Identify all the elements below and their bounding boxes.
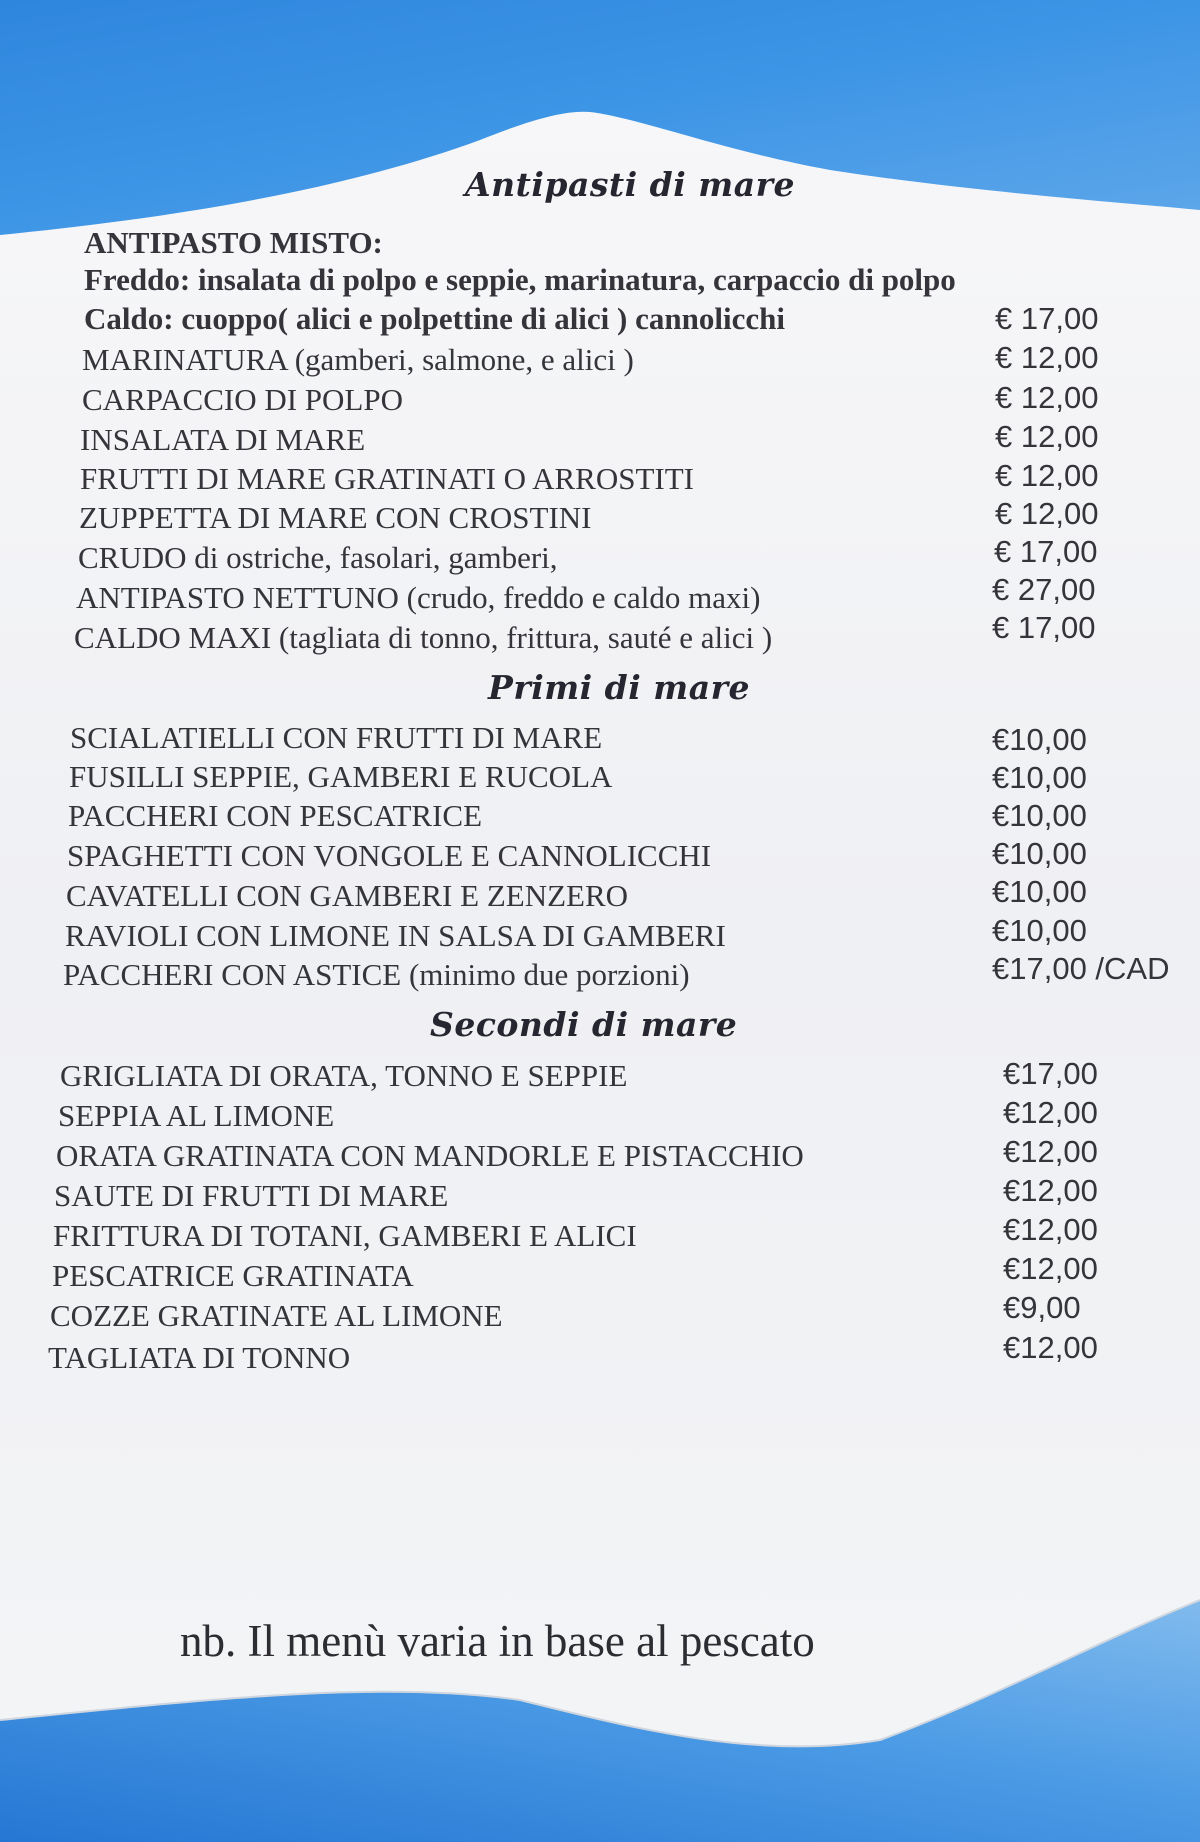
menu-item-name: CALDO MAXI (tagliata di tonno, frittura, sauté e alici ) bbox=[74, 620, 773, 655]
menu-item-price: € 12,00 bbox=[995, 380, 1099, 415]
menu-item-name: Freddo: insalata di polpo e seppie, marinatura, carpaccio di polpo bbox=[84, 262, 956, 297]
menu-item-price: €10,00 bbox=[992, 722, 1087, 757]
menu-item-name: COZZE GRATINATE AL LIMONE bbox=[50, 1298, 503, 1333]
menu-item-price: €12,00 bbox=[1003, 1095, 1098, 1130]
menu-item-name: MARINATURA (gamberi, salmone, e alici ) bbox=[82, 342, 634, 377]
menu-item-name: RAVIOLI CON LIMONE IN SALSA DI GAMBERI bbox=[65, 918, 726, 953]
menu-item-name: PACCHERI CON ASTICE (minimo due porzioni) bbox=[63, 957, 690, 992]
menu-item-price: €12,00 bbox=[1003, 1173, 1098, 1208]
menu-item-price: €12,00 bbox=[1003, 1212, 1098, 1247]
menu-item-name: CRUDO di ostriche, fasolari, gamberi, bbox=[78, 540, 558, 575]
menu-item-price: €12,00 bbox=[1003, 1330, 1098, 1365]
section-title-secondi: Secondi di mare bbox=[430, 1005, 738, 1044]
menu-item-price: € 12,00 bbox=[995, 340, 1099, 375]
section-title-primi: Primi di mare bbox=[488, 668, 750, 707]
menu-item-price: €17,00 /CAD bbox=[992, 951, 1170, 986]
menu-item-price: € 12,00 bbox=[995, 496, 1099, 531]
menu-item-name: Caldo: cuoppo( alici e polpettine di alici ) cannolicchi bbox=[84, 301, 785, 336]
menu-item-price: € 12,00 bbox=[995, 458, 1099, 493]
menu-item-price: €10,00 bbox=[992, 798, 1087, 833]
menu-item-name: ANTIPASTO NETTUNO (crudo, freddo e caldo maxi) bbox=[76, 580, 761, 615]
menu-item-name: SPAGHETTI CON VONGOLE E CANNOLICCHI bbox=[67, 838, 712, 873]
menu-item-price: €10,00 bbox=[992, 874, 1087, 909]
menu-item-name: CARPACCIO DI POLPO bbox=[82, 382, 403, 417]
menu-item-name: PESCATRICE GRATINATA bbox=[52, 1258, 414, 1293]
menu-item-price: € 17,00 bbox=[995, 301, 1099, 336]
menu-item-name: GRIGLIATA DI ORATA, TONNO E SEPPIE bbox=[60, 1058, 628, 1093]
menu-item-price: €9,00 bbox=[1003, 1290, 1081, 1325]
menu-item-price: €12,00 bbox=[1003, 1134, 1098, 1169]
menu-item-name: INSALATA DI MARE bbox=[80, 422, 366, 457]
menu-item-price: €10,00 bbox=[992, 760, 1087, 795]
menu-item-name: PACCHERI CON PESCATRICE bbox=[68, 798, 483, 833]
menu-item-price: €17,00 bbox=[1003, 1056, 1098, 1091]
menu-item-name: SEPPIA AL LIMONE bbox=[58, 1098, 335, 1133]
menu-item-name: TAGLIATA DI TONNO bbox=[48, 1340, 351, 1375]
menu-item-name: FUSILLI SEPPIE, GAMBERI E RUCOLA bbox=[69, 759, 613, 794]
menu-item-name: SAUTE DI FRUTTI DI MARE bbox=[54, 1178, 449, 1213]
menu-item-price: € 27,00 bbox=[992, 572, 1096, 607]
section-title-antipasti: Antipasti di mare bbox=[465, 165, 795, 204]
footer-note: nb. Il menù varia in base al pescato bbox=[180, 1616, 815, 1666]
menu-item-price: € 17,00 bbox=[992, 610, 1096, 645]
menu-item-price: €10,00 bbox=[992, 913, 1087, 948]
menu-item-name: SCIALATIELLI CON FRUTTI DI MARE bbox=[70, 720, 603, 755]
menu-item-price: € 12,00 bbox=[995, 419, 1099, 454]
menu-item-name: FRITTURA DI TOTANI, GAMBERI E ALICI bbox=[53, 1218, 637, 1253]
menu-item-price: € 17,00 bbox=[994, 534, 1098, 569]
menu-item-price: €12,00 bbox=[1003, 1251, 1098, 1286]
menu-item-name: FRUTTI DI MARE GRATINATI O ARROSTITI bbox=[80, 461, 694, 496]
menu-item-name: ANTIPASTO MISTO: bbox=[84, 225, 383, 260]
menu-item-name: ORATA GRATINATA CON MANDORLE E PISTACCHIO bbox=[56, 1138, 804, 1173]
menu-item-price: €10,00 bbox=[992, 836, 1087, 871]
menu-item-name: ZUPPETTA DI MARE CON CROSTINI bbox=[79, 500, 592, 535]
menu-item-name: CAVATELLI CON GAMBERI E ZENZERO bbox=[66, 878, 629, 913]
